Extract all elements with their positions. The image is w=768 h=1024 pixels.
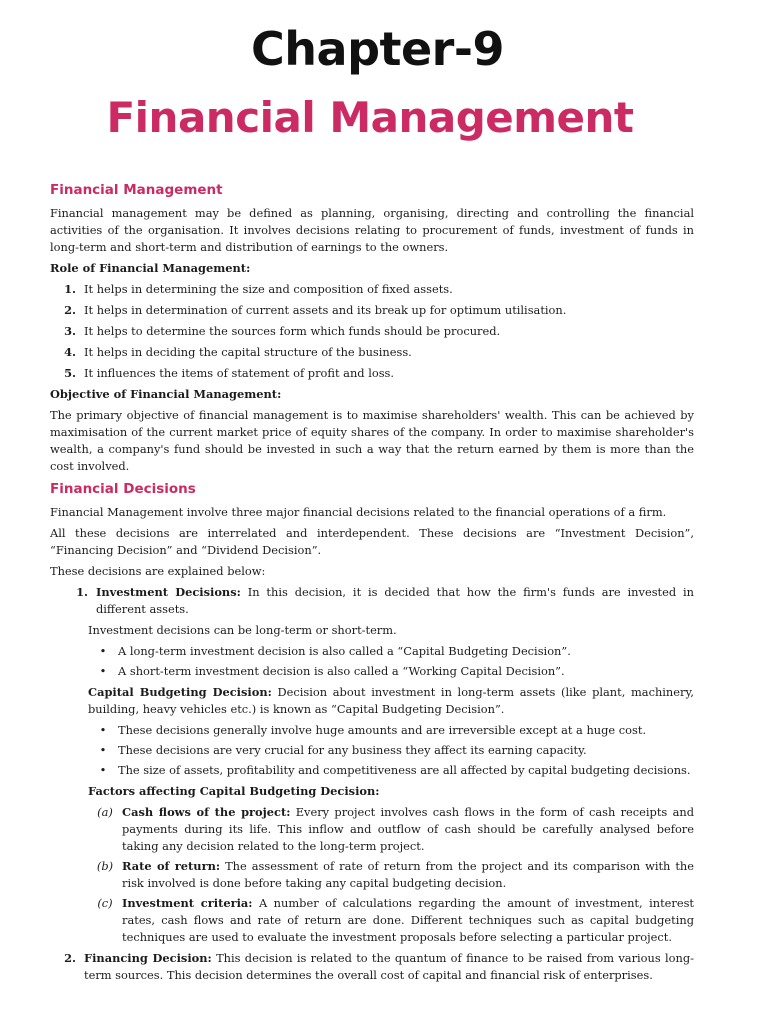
list-item: 2. It helps in determination of current assets and its break up for optimum utilisation. (64, 303, 567, 317)
investment-types-list (88, 643, 694, 680)
objective-heading: Objective of Financial Management: (50, 387, 282, 401)
role-heading: Role of Financial Management: (50, 261, 251, 275)
list-item: • A long-term investment decision is also called a “Capital Budgeting Decision”. (99, 644, 571, 658)
list-item: • A short-term investment decision is also called a “Working Capital Decision”. (99, 664, 565, 678)
section-heading-financial-management: Financial Management (50, 182, 223, 198)
chapter-title: Chapter-9 (251, 22, 504, 76)
capital-budgeting-points (88, 722, 694, 779)
list-item: • These decisions are very crucial for any business they affect its earning capacity. (99, 743, 587, 757)
definition-paragraph: Financial management may be defined as planning, organising, directing and controlling the financial activities of the organisation. It involves decisions relating to procurement of funds, investment of funds in long-term and short-term and distribution of earnings to the owners. (50, 206, 694, 254)
list-item-financing: 2. Financing Decision: This decision is related to the quantum of finance to be raised from various long-term sources. This decision determines the overall cost of capital and financial risk of enterprises. (64, 951, 694, 982)
list-item: • The size of assets, profitability and competitiveness are all affected by capital budgeting decisions. (99, 763, 691, 777)
list-item: (c) Investment criteria: A number of calculations regarding the amount of investment, interest rates, cash flows and rate of return are done. Different techniques such as capital budgeting techniques are used to evaluate the investment proposals before selecting a particular project. (97, 896, 694, 944)
decisions-intro-2: All these decisions are interrelated and interdependent. These decisions are “Investment Decision”, “Financing Decision” and “Dividend Decision”. (50, 526, 694, 557)
capital-budgeting-paragraph: Capital Budgeting Decision: Decision about investment in long-term assets (like plant, machinery, building, heavy vehicles etc.) is known as “Capital Budgeting Decision”. (88, 685, 694, 716)
list-item: 3. It helps to determine the sources form which funds should be procured. (64, 324, 501, 338)
decisions-list-2 (50, 950, 694, 984)
capital-budgeting-label: Capital Budgeting Decision: (88, 685, 272, 699)
investment-types-intro: Investment decisions can be long-term or short-term. (88, 623, 397, 637)
decisions-list (50, 584, 694, 618)
list-item: 4. It helps in deciding the capital structure of the business. (64, 345, 412, 359)
page-content (50, 180, 694, 988)
factors-list (88, 804, 694, 946)
chapter-subtitle: Financial Management (106, 93, 634, 142)
investment-text: In this decision, it is decided that how the firm's funds are invested in different assets. (96, 585, 695, 616)
list-item: 5. It influences the items of statement of profit and loss. (64, 366, 395, 380)
list-item: 1. It helps in determining the size and composition of fixed assets. (64, 282, 453, 296)
section-heading-financial-decisions: Financial Decisions (50, 481, 196, 497)
investment-details (88, 622, 694, 946)
list-item-investment: 1. Investment Decisions: In this decision, it is decided that how the firm's funds are invested in different assets. (76, 585, 695, 616)
investment-label: Investment Decisions: (96, 585, 241, 599)
list-item: (b) Rate of return: The assessment of rate of return from the project and its comparison with the risk involved is done before taking any capital budgeting decision. (96, 859, 695, 890)
objective-paragraph: The primary objective of financial management is to maximise shareholders' wealth. This can be achieved by maximisation of the current market price of equity shares of the company. In order to maximise shareholder's wealth, a company's fund should be invested in such a way that the return earned by them is more than the cost involved. (50, 408, 694, 473)
list-item: • These decisions generally involve huge amounts and are irreversible except at a huge cost. (99, 723, 647, 737)
decisions-intro-1: Financial Management involve three major financial decisions related to the financial operations of a firm. (50, 505, 667, 519)
role-list (50, 281, 694, 382)
decisions-intro-3: These decisions are explained below: (50, 564, 266, 578)
financing-text: This decision is related to the quantum of finance to be raised from various long-term sources. This decision determines the overall cost of capital and financial risk of enterprises. (84, 951, 694, 982)
factors-heading: Factors affecting Capital Budgeting Decision: (88, 784, 380, 798)
list-item: (a) Cash flows of the project: Every project involves cash flows in the form of cash receipts and payments during its life. This inflow and outflow of cash should be carefully analysed before taking any decision related to the long-term project. (97, 805, 694, 853)
financing-label: Financing Decision: (84, 951, 212, 965)
